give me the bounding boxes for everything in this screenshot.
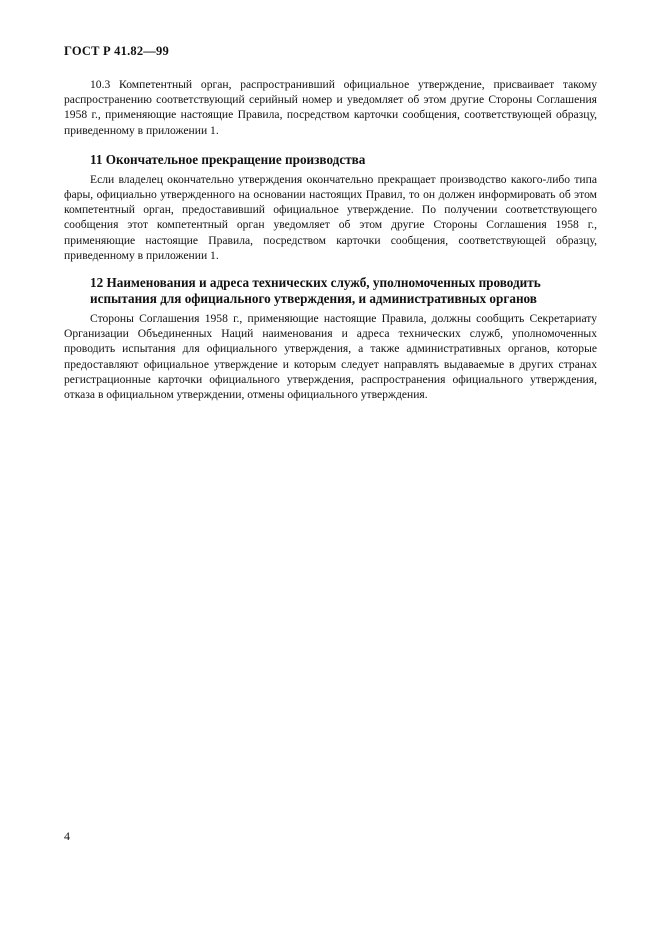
section-12-heading [64,275,597,307]
document-code-header: ГОСТ Р 41.82—99 [64,44,169,58]
section-12-paragraph: Стороны Соглашения 1958 г., применяющие настоящие Правила, должны сообщить Секретариату Организации Объединенных Наций наименования и адреса технических служб, уполномоченных проводить испытания для официального утверждения, а также административных органов, которые предоставляют официальное утверждение и которым следует направлять выдаваемые в других странах регистрационные карточки официального утверждения, распространения официального утверждения, отказа в официальном утверждении, отмены официального утверждения. [64,312,597,402]
document-body [64,77,597,402]
section-11-paragraph: Если владелец окончательно утверждения окончательно прекращает производство какого-либо типа фары, официально утвержденного на основании настоящих Правил, то он должен информировать об этом компетентный орган, предоставивший официальное утверждение. По получении соответствующего сообщения этот компетентный орган уведомляет об этом другие Стороны Соглашения 1958 г., применяющие настоящие Правила, посредством карточки сообщения, соответствующей образцу, приведенному в приложении 1. [64,172,597,262]
paragraph-10-3: 10.3 Компетентный орган, распространивший официальное утверждение, присваивает такому распространению соответствующий серийный номер и уведомляет об этом другие Стороны Соглашения 1958 г., применяющие настоящие Правила, посредством карточки сообщения, соответствующей образцу, приведенному в приложении 1. [64,78,597,137]
section-12-heading-line-2: испытания для официального утверждения, и административных органов [90,291,537,307]
section-11-heading-line: 11 Окончательное прекращение производства [90,151,366,167]
page-number: 4 [64,829,70,843]
section-11-heading [64,152,597,168]
section-12-heading-line-1: 12 Наименования и адреса технических служб, уполномоченных проводить [90,275,541,291]
